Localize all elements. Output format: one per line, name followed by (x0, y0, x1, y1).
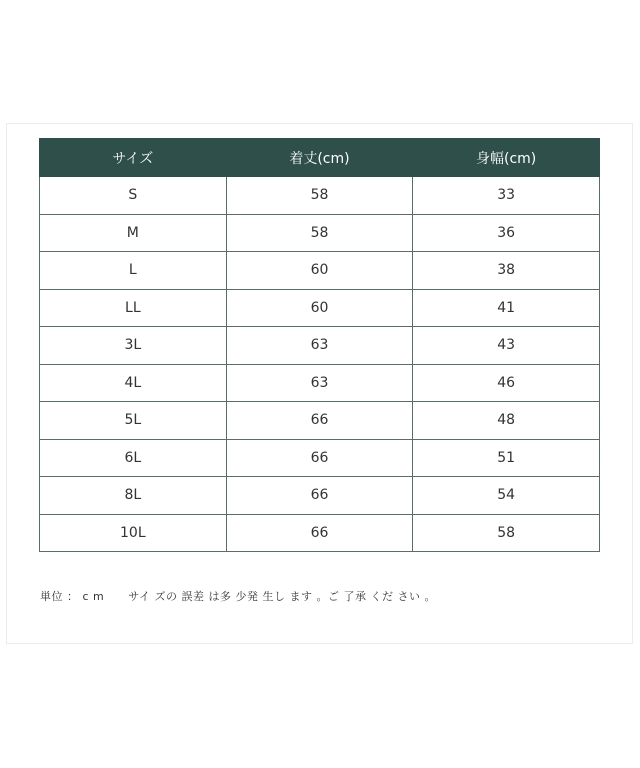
unit-label: 単位 ： c m (40, 590, 105, 603)
cell-size: 8L (40, 477, 227, 515)
cell-length: 66 (226, 402, 413, 440)
cell-width: 36 (413, 214, 600, 252)
cell-size: 4L (40, 364, 227, 402)
cell-size: 5L (40, 402, 227, 440)
table-row (40, 477, 600, 515)
cell-length: 60 (226, 289, 413, 327)
cell-length: 66 (226, 477, 413, 515)
header-row (40, 139, 600, 177)
cell-width: 38 (413, 252, 600, 290)
cell-width: 33 (413, 177, 600, 215)
cell-length: 63 (226, 327, 413, 365)
table-header (40, 139, 600, 177)
cell-width: 46 (413, 364, 600, 402)
table-row (40, 402, 600, 440)
cell-size: S (40, 177, 227, 215)
cell-width: 43 (413, 327, 600, 365)
table-row (40, 327, 600, 365)
cell-size: 10L (40, 514, 227, 552)
table-body (40, 177, 600, 552)
table-row (40, 439, 600, 477)
header-length: 着丈(cm) (226, 139, 413, 177)
table-row (40, 364, 600, 402)
cell-size: L (40, 252, 227, 290)
table-row (40, 514, 600, 552)
cell-length: 58 (226, 214, 413, 252)
cell-size: LL (40, 289, 227, 327)
cell-length: 60 (226, 252, 413, 290)
header-width: 身幅(cm) (413, 139, 600, 177)
cell-width: 41 (413, 289, 600, 327)
table-row (40, 177, 600, 215)
cell-length: 58 (226, 177, 413, 215)
cell-size: 3L (40, 327, 227, 365)
header-size: サイズ (40, 139, 227, 177)
cell-length: 63 (226, 364, 413, 402)
table-row (40, 289, 600, 327)
size-chart-table (39, 138, 600, 552)
cell-width: 48 (413, 402, 600, 440)
size-note (40, 588, 436, 604)
cell-size: 6L (40, 439, 227, 477)
table-row (40, 252, 600, 290)
cell-width: 54 (413, 477, 600, 515)
cell-width: 58 (413, 514, 600, 552)
cell-size: M (40, 214, 227, 252)
cell-length: 66 (226, 439, 413, 477)
disclaimer-text: サイ ズの 誤差 は多 少発 生し ます 。ご 了承 くだ さい 。 (128, 590, 436, 603)
table-row (40, 214, 600, 252)
cell-length: 66 (226, 514, 413, 552)
cell-width: 51 (413, 439, 600, 477)
